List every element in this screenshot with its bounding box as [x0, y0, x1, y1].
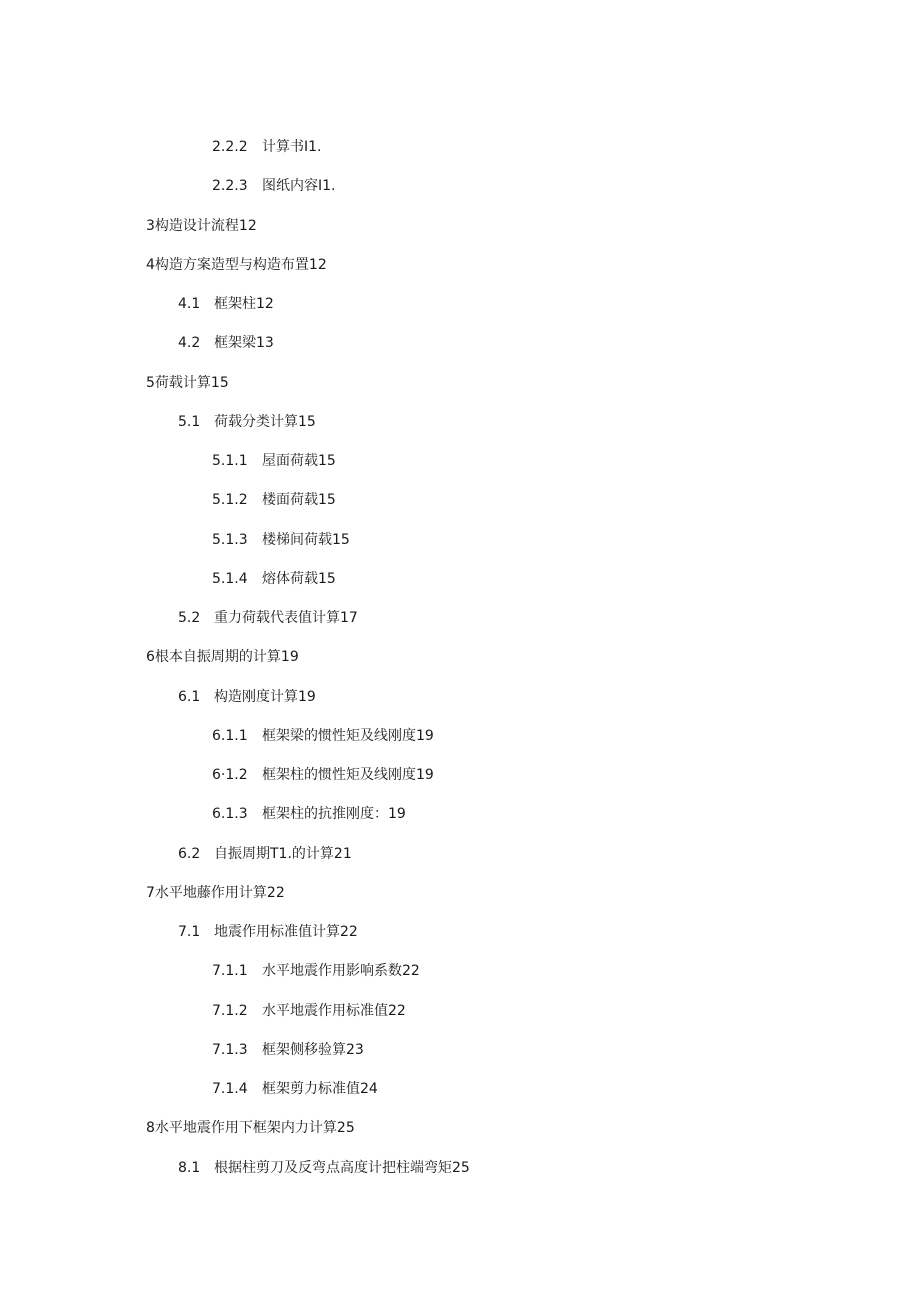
toc-entry — [212, 530, 350, 550]
toc-entry — [212, 176, 336, 196]
toc-entry — [212, 137, 322, 157]
toc-entry-title: 水平地震作用标准值22 — [262, 1002, 406, 1019]
toc-entry — [212, 490, 336, 510]
toc-entry-title: 框架侧移验算23 — [262, 1041, 364, 1058]
toc-entry-title: 屋面荷载15 — [262, 453, 336, 469]
toc-entry-number: 7.1.1 — [212, 963, 248, 980]
toc-entry-number: 2.2.3 — [212, 178, 248, 195]
toc-entry-number: 5.1.3 — [212, 531, 248, 548]
toc-entry-title: 框架梁13 — [214, 335, 274, 352]
toc-entry-title: 荷载计算15 — [154, 374, 229, 391]
toc-entry-number: 6.1.3 — [212, 806, 248, 823]
toc-entry-title: 重力荷载代表值计算17 — [214, 610, 358, 626]
toc-entry-number: 4.1 — [178, 296, 201, 312]
toc-entry-number: 7.1 — [178, 924, 201, 940]
toc-entry — [146, 1118, 355, 1138]
toc-entry — [212, 569, 336, 589]
toc-entry-title: 熔体荷载15 — [262, 570, 336, 587]
toc-entry — [178, 608, 358, 628]
toc-entry-title: 框架剪力标准值24 — [262, 1081, 378, 1097]
toc-entry-title: 地震作用标准值计算22 — [214, 924, 358, 940]
toc-entry — [212, 726, 434, 746]
toc-entry-title: 水平地震作用影响系数22 — [262, 963, 420, 980]
toc-entry — [178, 412, 316, 432]
toc-entry-number: 2.2.2 — [212, 139, 248, 155]
toc-entry — [146, 647, 299, 667]
toc-entry-title: 计算书I1. — [262, 139, 322, 155]
toc-entry — [212, 451, 336, 471]
toc-entry-title: 构造方案造型与构造布置12 — [154, 256, 327, 273]
toc-entry-number: 4 — [146, 256, 155, 273]
toc-entry-number: 8.1 — [178, 1159, 201, 1176]
toc-entry-title: 根本自振周期的计算19 — [154, 649, 299, 666]
toc-entry-title: 构造刚度计算19 — [214, 688, 316, 705]
toc-entry — [178, 844, 352, 864]
toc-entry-title: 框架梁的惯性矩及线刚度19 — [262, 727, 434, 744]
toc-entry-title: 根据柱剪刀及反弯点高度计把柱端弯矩25 — [214, 1159, 470, 1176]
toc-entry-number: 6.1.1 — [212, 727, 248, 744]
toc-entry-number: 8 — [146, 1120, 155, 1137]
toc-entry-number: 7.1.4 — [212, 1081, 248, 1097]
toc-entry-title: 图纸内容I1. — [262, 178, 336, 195]
toc-entry — [178, 922, 358, 942]
toc-entry-number: 7.1.3 — [212, 1041, 248, 1058]
toc-entry — [212, 1001, 406, 1021]
toc-entry-number: 5.1.1 — [212, 453, 248, 469]
toc-entry — [212, 765, 434, 785]
toc-entry — [146, 216, 257, 236]
toc-entry — [212, 1040, 364, 1060]
toc-entry-title: 水平地震作用下框架内力计算25 — [154, 1120, 355, 1137]
toc-entry-title: 水平地藤作用计算22 — [154, 884, 285, 901]
toc-entry-title: 荷载分类计算15 — [214, 413, 316, 430]
toc-entry — [178, 294, 274, 314]
toc-entry-title: 构造设计流程12 — [154, 217, 257, 234]
toc-entry-title: 框架柱的惯性矩及线刚度19 — [262, 767, 434, 783]
toc-entry — [178, 687, 316, 707]
toc-entry — [146, 883, 285, 903]
toc-entry-number: 5.2 — [178, 610, 201, 626]
toc-entry-title: 楼梯间荷载15 — [262, 531, 350, 548]
toc-entry — [212, 804, 406, 824]
toc-entry — [146, 255, 327, 275]
toc-entry-number: 3 — [146, 217, 155, 234]
toc-entry-title: 框架柱的抗推刚度：19 — [262, 806, 406, 823]
toc-entry-number: 6·1.2 — [212, 767, 248, 783]
toc-entry-title: 楼面荷载15 — [262, 492, 336, 509]
toc-entry-number: 5 — [146, 374, 155, 391]
toc-entry-number: 7.1.2 — [212, 1002, 248, 1019]
toc-entry-number: 6.1 — [178, 688, 201, 705]
toc-entry-title: 自振周期T1.的计算21 — [214, 845, 352, 862]
toc-entry-number: 5.1.4 — [212, 570, 248, 587]
toc-entry-number: 4.2 — [178, 335, 201, 352]
toc-entry-number: 6.2 — [178, 845, 201, 862]
toc-entry — [212, 961, 420, 981]
toc-entry — [212, 1079, 378, 1099]
toc-entry — [146, 373, 229, 393]
toc-entry — [178, 1158, 470, 1178]
toc-entry — [178, 333, 274, 353]
toc-entry-number: 5.1 — [178, 413, 201, 430]
toc-entry-number: 7 — [146, 884, 155, 901]
toc-entry-number: 5.1.2 — [212, 492, 248, 509]
toc-entry-number: 6 — [146, 649, 155, 666]
toc-entry-title: 框架柱12 — [214, 296, 274, 312]
